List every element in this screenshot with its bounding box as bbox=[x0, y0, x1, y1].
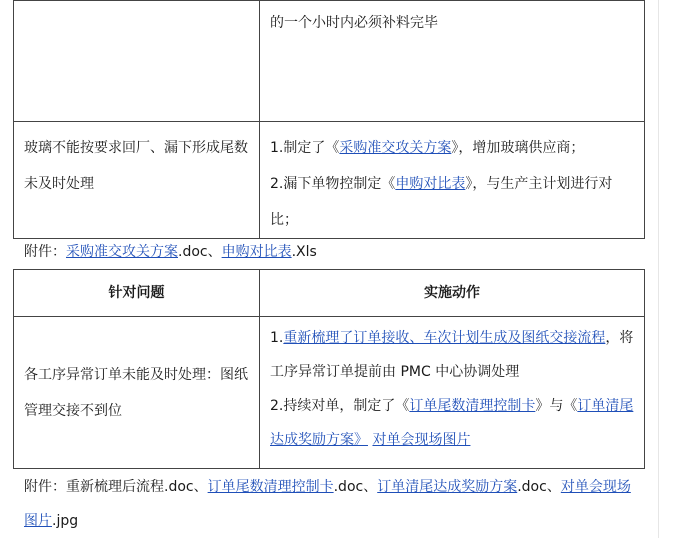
process-link[interactable]: 重新梳理了订单接收、车次计划生成及图纸交接流程 bbox=[283, 330, 606, 346]
attachment-control-card-link[interactable]: 订单尾数清理控制卡 bbox=[207, 479, 334, 495]
header-issue: 针对问题 bbox=[14, 270, 260, 317]
attachment-separator: .doc、 bbox=[178, 244, 222, 260]
attachment-reward-plan-link[interactable]: 订单清尾达成奖励方案 bbox=[377, 479, 518, 495]
action-cell bbox=[260, 1, 645, 122]
action-mid-2: 》与《 bbox=[535, 398, 578, 414]
issue-cell bbox=[14, 317, 260, 469]
action-line-1-prefix: 1.制定了《 bbox=[270, 140, 340, 156]
action-text-1: ，将工序异常订单提前由 PMC 中心协调处理 bbox=[270, 330, 634, 380]
attachment-separator: .doc、 bbox=[333, 479, 378, 495]
action-prefix-1: 1. bbox=[270, 330, 284, 346]
action-line-1-suffix: 》，增加玻璃供应商； bbox=[451, 140, 585, 156]
action-text: 的一个小时内必须补料完毕 bbox=[270, 15, 438, 31]
attachment-prefix: 附件：重新梳理后流程.doc、 bbox=[24, 479, 208, 495]
issue-cell bbox=[14, 122, 260, 239]
attachment-suffix: .Xls bbox=[291, 244, 317, 260]
header-action: 实施动作 bbox=[260, 270, 645, 317]
attachment-comparison-link[interactable]: 申购对比表 bbox=[221, 244, 292, 260]
attachment-separator-2: .doc、 bbox=[517, 479, 561, 495]
table-1 bbox=[13, 0, 645, 239]
attachment-purchase-plan-link[interactable]: 采购准交攻关方案 bbox=[66, 244, 178, 260]
reward-plan-link[interactable]: 订单清尾达成奖励方案》 bbox=[270, 398, 634, 448]
action-line-2-prefix: 2.漏下单物控制定《 bbox=[270, 176, 396, 192]
action-prefix-2: 2.持续对单，制定了《 bbox=[270, 398, 410, 414]
attachment-line-2 bbox=[24, 470, 644, 538]
attachment-prefix: 附件： bbox=[24, 244, 66, 260]
action-cell bbox=[260, 122, 645, 239]
attachment-suffix: .jpg bbox=[52, 513, 79, 529]
attachment-meeting-photo-link[interactable]: 对单会现场图片 bbox=[24, 479, 631, 529]
action-cell bbox=[260, 317, 645, 469]
action-line-2-suffix: 》，与生产主计划进行对比； bbox=[270, 176, 613, 228]
issue-text: 玻璃不能按要求回厂、漏下形成尾数未及时处理 bbox=[24, 140, 248, 192]
issue-text: 各工序异常订单未能及时处理：图纸管理交接不到位 bbox=[24, 366, 248, 419]
table-2 bbox=[13, 269, 645, 469]
table-row bbox=[14, 317, 645, 469]
meeting-photo-link[interactable]: 对单会现场图片 bbox=[372, 432, 471, 448]
purchase-plan-link[interactable]: 采购准交攻关方案 bbox=[339, 140, 452, 156]
table-row bbox=[14, 122, 645, 239]
table-header-row bbox=[14, 270, 645, 317]
table-row bbox=[14, 1, 645, 122]
control-card-link[interactable]: 订单尾数清理控制卡 bbox=[409, 398, 536, 414]
issue-cell bbox=[14, 1, 260, 122]
attachment-line-1 bbox=[24, 235, 644, 269]
comparison-table-link[interactable]: 申购对比表 bbox=[395, 176, 466, 192]
page-edge bbox=[658, 0, 659, 538]
